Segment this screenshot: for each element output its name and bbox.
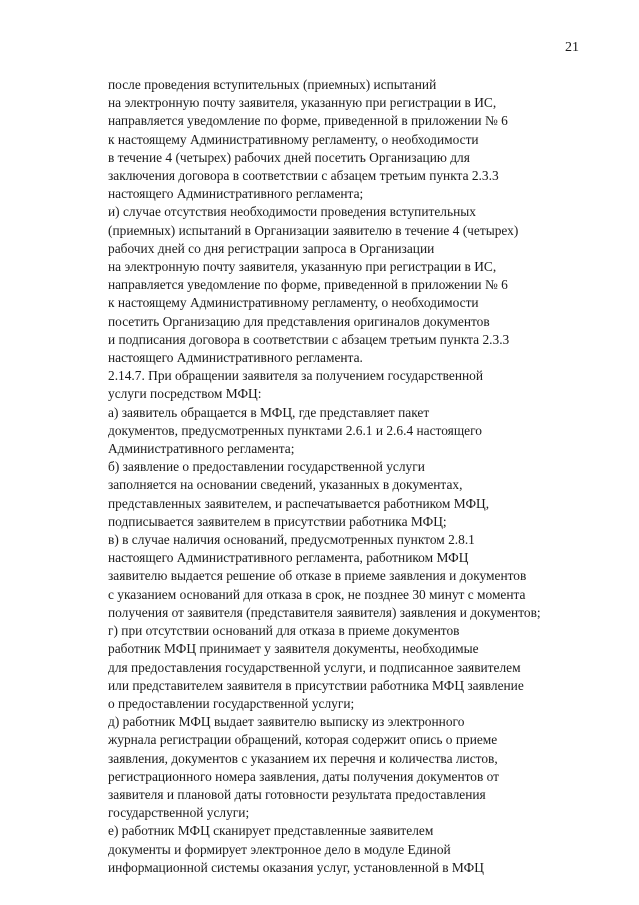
paragraph-item-b: б) заявление о предоставлении государственной услуги заполняется на основании сведений, указанных в документах, представленных заявителем, и распечатывается работником МФЦ, подписывается заявителем в присутствии работника МФЦ; (108, 459, 490, 529)
paragraph-item-e: е) работник МФЦ сканирует представленные заявителем документы и формирует электронное дело в модуле Единой информационной системы оказания услуг, установленной в МФЦ (108, 823, 484, 875)
paragraph-item-a: а) заявитель обращается в МФЦ, где представляет пакет документов, предусмотренных пунктами 2.6.1 и 2.6.4 настоящего Административного регламента; (108, 404, 482, 457)
document-body (108, 76, 583, 877)
page-number: 21 (565, 40, 579, 55)
paragraph-item-g: г) при отсутствии оснований для отказа в приеме документов работник МФЦ принимает у заявителя документы, необходимые для предоставления государственной услуги, и подписанное заявителем или представителем заявителя в присутствии работника МФЦ заявление о предоставлении государственной услуги; (108, 623, 524, 711)
paragraph-item-v: в) в случае наличия оснований, предусмотренных пунктом 2.8.1 настоящего Административного регламента, работником МФЦ заявителю выдается решение об отказе в приеме заявления и документов с указанием оснований для отказа в срок, не позднее 30 минут с момента получения от заявителя (представителя заявителя) заявления и документов; (108, 532, 541, 620)
paragraph-item-d: д) работник МФЦ выдает заявителю выписку из электронного журнала регистрации обращений, которая содержит опись о приеме заявления, документов с указанием их перечня и количества листов, регистрационного номера заявления, даты получения документов от заявителя и плановой даты готовности результата предоставления государственной услуги; (108, 714, 500, 821)
paragraph-section-2-14-7: 2.14.7. При обращении заявителя за получением государственной услуги посредством МФЦ: (108, 368, 484, 402)
paragraph-item-i: и) случае отсутствия необходимости проведения вступительных (приемных) испытаний в Организации заявителю в течение 4 (четырех) рабочих дней со дня регистрации запроса в Организации на электронную почту заявителя, указанную при регистрации в ИС, направляется уведомление по форме, приведенной в приложении № 6 к настоящему Административному регламенту, о необходимости посетить Организацию для представления оригиналов документов и подписания договора в соответствии с абзацем третьим пункта 2.3.3 настоящего Административного регламента. (108, 204, 519, 366)
paragraph-continuation: после проведения вступительных (приемных) испытаний на электронную почту заявителя, указанную при регистрации в ИС, направляется уведомление по форме, приведенной в приложении № 6 к настоящему Административному регламенту, о необходимости в течение 4 (четырех) рабочих дней посетить Организацию для заключения договора в соответствии с абзацем третьим пункта 2.3.3 настоящего Административного регламента; (108, 77, 508, 202)
